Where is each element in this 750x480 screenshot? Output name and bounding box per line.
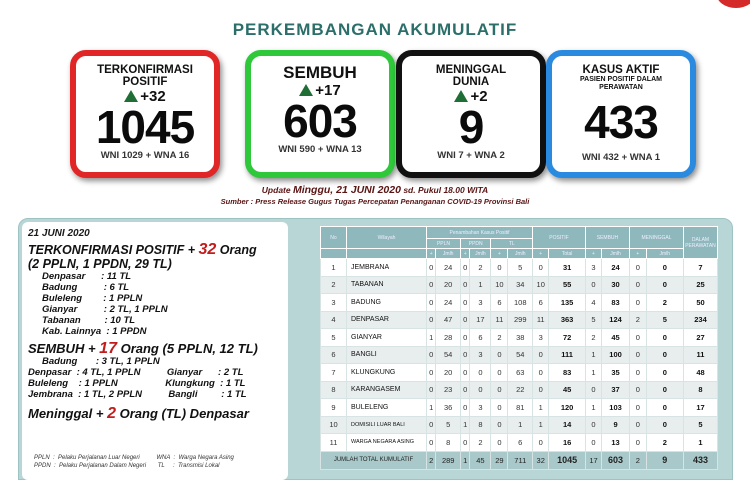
cell-value: 3 bbox=[533, 329, 549, 347]
cell-value: 14 bbox=[549, 416, 586, 434]
cell-value: 45 bbox=[549, 381, 586, 399]
cell-value: 0 bbox=[585, 381, 601, 399]
cell-value: 0 bbox=[646, 329, 683, 347]
card-positif-detail: WNI 1029 + WNA 16 bbox=[100, 150, 190, 161]
cell-value: 0 bbox=[461, 434, 470, 452]
cell-value: 0 bbox=[629, 416, 646, 434]
cell-value: 1 bbox=[533, 416, 549, 434]
cell-value: 20 bbox=[436, 276, 461, 294]
cell-value: 31 bbox=[549, 259, 586, 277]
cell-value: 363 bbox=[549, 311, 586, 329]
sub-blank bbox=[347, 249, 427, 259]
cell-value: 72 bbox=[549, 329, 586, 347]
cell-value: 5 bbox=[436, 416, 461, 434]
cell-value: 17 bbox=[684, 399, 718, 417]
cell-value: 5 bbox=[508, 259, 533, 277]
region-table-body bbox=[321, 259, 718, 470]
card-sembuh bbox=[245, 50, 395, 178]
cell-value: 2 bbox=[470, 259, 491, 277]
cell-value: 0 bbox=[461, 294, 470, 312]
cell-value: 5 bbox=[646, 311, 683, 329]
cell-value: 1 bbox=[585, 364, 601, 382]
cell-value: 0 bbox=[427, 259, 436, 277]
table-row bbox=[321, 434, 718, 452]
cell-value: 83 bbox=[602, 294, 630, 312]
card-sembuh-value: 603 bbox=[283, 95, 357, 147]
cell-value: 11 bbox=[533, 311, 549, 329]
table-row bbox=[321, 399, 718, 417]
sub-jmlh: Jmlh bbox=[470, 249, 491, 259]
cell-value: 6 bbox=[508, 434, 533, 452]
cell-wilayah: KLUNGKUNG bbox=[347, 364, 427, 382]
cell-value: 0 bbox=[629, 276, 646, 294]
cell-value: 0 bbox=[427, 276, 436, 294]
source-line: Sumber : Press Release Gugus Tugas Percepatan Penanganan COVID-19 Provinsi Bali bbox=[220, 197, 530, 206]
total-value: 1045 bbox=[549, 451, 586, 469]
card-meninggal-detail: WNI 7 + WNA 2 bbox=[437, 150, 505, 161]
cell-value: 0 bbox=[427, 346, 436, 364]
cell-value: 11 bbox=[684, 346, 718, 364]
cell-value: 35 bbox=[602, 364, 630, 382]
cell-wilayah: KARANGASEM bbox=[347, 381, 427, 399]
cell-value: 0 bbox=[427, 416, 436, 434]
col-positif: POSITIF bbox=[533, 227, 586, 249]
cell-value: 100 bbox=[602, 346, 630, 364]
cell-value: 13 bbox=[602, 434, 630, 452]
cell-value: 7 bbox=[684, 259, 718, 277]
col-sembuh: SEMBUH bbox=[585, 227, 629, 249]
cell-value: 0 bbox=[533, 434, 549, 452]
sub-plus: + bbox=[491, 249, 508, 259]
cell-value: 50 bbox=[684, 294, 718, 312]
cell-value: 8 bbox=[436, 434, 461, 452]
cell-value: 8 bbox=[470, 416, 491, 434]
cell-value: 234 bbox=[684, 311, 718, 329]
cell-value: 0 bbox=[646, 346, 683, 364]
cell-value: 0 bbox=[470, 381, 491, 399]
sub-jmlh: Jmlh bbox=[602, 249, 630, 259]
cell-value: 0 bbox=[470, 364, 491, 382]
cell-value: 2 bbox=[629, 311, 646, 329]
cell-value: 2 bbox=[646, 434, 683, 452]
cell-wilayah: TABANAN bbox=[347, 276, 427, 294]
total-value: 29 bbox=[491, 451, 508, 469]
cell-value: 0 bbox=[491, 434, 508, 452]
cell-wilayah: GIANYAR bbox=[347, 329, 427, 347]
table-row bbox=[321, 364, 718, 382]
cell-value: 8 bbox=[684, 381, 718, 399]
cell-value: 25 bbox=[684, 276, 718, 294]
cell-value: 3 bbox=[470, 399, 491, 417]
corner-decoration bbox=[716, 0, 750, 8]
sub-plus: + bbox=[461, 249, 470, 259]
cell-value: 0 bbox=[461, 381, 470, 399]
cell-value: 10 bbox=[491, 276, 508, 294]
cell-wilayah: DOMISILI LUAR BALI bbox=[347, 416, 427, 434]
cell-value: 0 bbox=[646, 276, 683, 294]
sub-total: Total bbox=[549, 249, 586, 259]
cell-value: 3 bbox=[470, 294, 491, 312]
cell-value: 0 bbox=[491, 346, 508, 364]
cell-wilayah: BANGLI bbox=[347, 346, 427, 364]
table-row bbox=[321, 259, 718, 277]
cell-wilayah: DENPASAR bbox=[347, 311, 427, 329]
cell-value: 23 bbox=[436, 381, 461, 399]
cell-value: 0 bbox=[461, 346, 470, 364]
card-meninggal-value: 9 bbox=[458, 101, 484, 153]
cell-value: 0 bbox=[646, 259, 683, 277]
table-row bbox=[321, 276, 718, 294]
cell-value: 2 bbox=[585, 329, 601, 347]
cell-value: 0 bbox=[461, 399, 470, 417]
cell-value: 22 bbox=[508, 381, 533, 399]
card-positif-label: TERKONFIRMASI POSITIF bbox=[97, 64, 193, 88]
summary-date: 21 JUNI 2020 bbox=[28, 228, 90, 239]
positif-breakdown: (2 PPLN, 1 PPDN, 29 TL) bbox=[28, 257, 172, 271]
cell-value: 111 bbox=[549, 346, 586, 364]
sub-plus: + bbox=[629, 249, 646, 259]
positif-line: Badung : 6 TL bbox=[42, 282, 130, 293]
sembuh-line: Jembrana : 1 TL, 2 PPLN Bangli : 1 TL bbox=[28, 389, 247, 400]
cell-value: 0 bbox=[629, 381, 646, 399]
col-tl: TL bbox=[491, 239, 533, 249]
total-value: 2 bbox=[427, 451, 436, 469]
positif-heading: TERKONFIRMASI POSITIF + 32 Orang bbox=[28, 241, 257, 258]
region-table bbox=[320, 226, 718, 470]
table-row bbox=[321, 329, 718, 347]
sub-jmlh: Jmlh bbox=[436, 249, 461, 259]
card-sembuh-label: SEMBUH bbox=[283, 63, 357, 82]
card-aktif-detail: WNI 432 + WNA 1 bbox=[581, 152, 661, 163]
positif-line: Gianyar : 2 TL, 1 PPLN bbox=[42, 304, 168, 315]
sub-plus: + bbox=[585, 249, 601, 259]
cell-value: 299 bbox=[508, 311, 533, 329]
cell-wilayah: WARGA NEGARA ASING bbox=[347, 434, 427, 452]
card-meninggal bbox=[396, 50, 546, 178]
sub-jmlh: Jmlh bbox=[646, 249, 683, 259]
sub-plus: + bbox=[533, 249, 549, 259]
total-value: 9 bbox=[646, 451, 683, 469]
cell-value: 0 bbox=[461, 364, 470, 382]
cell-no: 1 bbox=[321, 259, 347, 277]
cell-value: 37 bbox=[602, 381, 630, 399]
cell-no: 8 bbox=[321, 381, 347, 399]
sub-blank bbox=[321, 249, 347, 259]
card-aktif-label: KASUS AKTIF bbox=[582, 64, 660, 76]
cell-value: 54 bbox=[508, 346, 533, 364]
col-dalam: DALAM PERAWATAN bbox=[684, 227, 718, 259]
cell-value: 0 bbox=[461, 259, 470, 277]
cell-value: 0 bbox=[629, 399, 646, 417]
cell-value: 4 bbox=[585, 294, 601, 312]
cell-value: 1 bbox=[585, 346, 601, 364]
cell-value: 103 bbox=[602, 399, 630, 417]
cell-value: 6 bbox=[533, 294, 549, 312]
sub-plus: + bbox=[427, 249, 436, 259]
col-wilayah: Wilayah bbox=[347, 227, 427, 249]
cell-value: 0 bbox=[491, 381, 508, 399]
cell-value: 47 bbox=[436, 311, 461, 329]
cell-value: 2 bbox=[646, 294, 683, 312]
table-row bbox=[321, 346, 718, 364]
cell-value: 0 bbox=[629, 329, 646, 347]
cell-value: 28 bbox=[436, 329, 461, 347]
col-ppdn: PPDN bbox=[461, 239, 491, 249]
meninggal-heading: Meninggal + 2 Orang (TL) Denpasar bbox=[28, 405, 249, 422]
card-aktif bbox=[546, 50, 696, 178]
card-sembuh-detail: WNI 590 + WNA 13 bbox=[278, 144, 362, 155]
cell-value: 0 bbox=[646, 364, 683, 382]
cell-value: 17 bbox=[470, 311, 491, 329]
cell-value: 0 bbox=[427, 294, 436, 312]
cell-value: 27 bbox=[684, 329, 718, 347]
cell-value: 10 bbox=[533, 276, 549, 294]
cell-value: 0 bbox=[629, 294, 646, 312]
positif-line: Denpasar : 11 TL bbox=[42, 271, 132, 282]
total-value: 433 bbox=[684, 451, 718, 469]
cell-value: 1 bbox=[684, 434, 718, 452]
cell-value: 1 bbox=[461, 416, 470, 434]
total-value: 2 bbox=[629, 451, 646, 469]
total-value: 289 bbox=[436, 451, 461, 469]
cell-value: 20 bbox=[436, 364, 461, 382]
total-value: 45 bbox=[470, 451, 491, 469]
cell-value: 108 bbox=[508, 294, 533, 312]
col-no: No bbox=[321, 227, 347, 249]
total-value: 17 bbox=[585, 451, 601, 469]
cell-value: 0 bbox=[629, 364, 646, 382]
cell-no: 5 bbox=[321, 329, 347, 347]
cell-value: 0 bbox=[585, 416, 601, 434]
cell-value: 0 bbox=[629, 346, 646, 364]
cell-value: 0 bbox=[461, 311, 470, 329]
card-meninggal-delta: +2 bbox=[402, 89, 540, 105]
cell-wilayah: JEMBRANA bbox=[347, 259, 427, 277]
cell-value: 0 bbox=[461, 276, 470, 294]
cell-value: 1 bbox=[427, 329, 436, 347]
cell-value: 1 bbox=[533, 399, 549, 417]
cell-value: 63 bbox=[508, 364, 533, 382]
cell-value: 5 bbox=[684, 416, 718, 434]
table-row bbox=[321, 381, 718, 399]
cell-value: 2 bbox=[470, 434, 491, 452]
total-value: 603 bbox=[602, 451, 630, 469]
cell-value: 0 bbox=[646, 416, 683, 434]
card-positif-delta: +32 bbox=[76, 89, 214, 105]
cell-value: 81 bbox=[508, 399, 533, 417]
card-positif-value: 1045 bbox=[95, 101, 195, 153]
cell-value: 2 bbox=[491, 329, 508, 347]
cell-wilayah: BADUNG bbox=[347, 294, 427, 312]
cell-value: 45 bbox=[602, 329, 630, 347]
cell-value: 0 bbox=[629, 259, 646, 277]
cell-value: 0 bbox=[533, 346, 549, 364]
sembuh-line: Denpasar : 4 TL, 1 PPLN Gianyar : 2 TL bbox=[28, 367, 244, 378]
cell-value: 120 bbox=[549, 399, 586, 417]
cell-wilayah: BULELENG bbox=[347, 399, 427, 417]
update-line: Update Minggu, 21 JUNI 2020 sd. Pukul 18.00 WITA bbox=[261, 184, 489, 196]
cell-value: 6 bbox=[470, 329, 491, 347]
cell-value: 48 bbox=[684, 364, 718, 382]
cell-value: 0 bbox=[427, 364, 436, 382]
cell-value: 5 bbox=[585, 311, 601, 329]
table-row bbox=[321, 311, 718, 329]
cell-value: 36 bbox=[436, 399, 461, 417]
cell-value: 0 bbox=[585, 276, 601, 294]
positif-line: Tabanan : 10 TL bbox=[42, 315, 136, 326]
positif-line: Kab. Lainnya : 1 PPDN bbox=[42, 326, 147, 337]
card-aktif-value: 433 bbox=[584, 96, 658, 148]
abbreviation-legend: PPLN : Pelaku Perjalanan Luar Negeri WNA : Warga Negara Asing PPDN : Pelaku Perjalanan Dalam Negeri TL : Transmisi Lokal bbox=[34, 455, 234, 469]
cell-value: 0 bbox=[533, 381, 549, 399]
cell-no: 9 bbox=[321, 399, 347, 417]
cell-value: 3 bbox=[585, 259, 601, 277]
sembuh-line: Badung : 3 TL, 1 PPLN bbox=[42, 356, 160, 367]
total-value: 711 bbox=[508, 451, 533, 469]
total-label: JUMLAH TOTAL KUMULATIF bbox=[321, 451, 427, 469]
col-meninggal: MENINGGAL bbox=[629, 227, 683, 249]
sembuh-line: Buleleng : 1 PPLN Klungkung : 1 TL bbox=[28, 378, 246, 389]
cell-value: 135 bbox=[549, 294, 586, 312]
cell-value: 38 bbox=[508, 329, 533, 347]
card-meninggal-label: MENINGGAL DUNIA bbox=[435, 64, 507, 88]
card-positif bbox=[70, 50, 220, 178]
cell-value: 34 bbox=[508, 276, 533, 294]
cell-value: 0 bbox=[461, 329, 470, 347]
sembuh-heading: SEMBUH + 17 Orang (5 PPLN, 12 TL) bbox=[28, 340, 258, 357]
cell-no: 3 bbox=[321, 294, 347, 312]
positif-line: Buleleng : 1 PPLN bbox=[42, 293, 143, 304]
cell-no: 4 bbox=[321, 311, 347, 329]
cell-value: 24 bbox=[436, 294, 461, 312]
cell-value: 0 bbox=[427, 381, 436, 399]
cell-no: 6 bbox=[321, 346, 347, 364]
cell-value: 54 bbox=[436, 346, 461, 364]
col-penambahan: Penambahan Kasus Positif bbox=[427, 227, 533, 239]
cell-value: 0 bbox=[646, 399, 683, 417]
cell-value: 1 bbox=[585, 399, 601, 417]
cell-value: 24 bbox=[602, 259, 630, 277]
cell-no: 11 bbox=[321, 434, 347, 452]
cell-value: 0 bbox=[491, 259, 508, 277]
cell-value: 1 bbox=[470, 276, 491, 294]
total-value: 32 bbox=[533, 451, 549, 469]
table-row bbox=[321, 294, 718, 312]
cell-value: 0 bbox=[629, 434, 646, 452]
cell-value: 55 bbox=[549, 276, 586, 294]
card-sembuh-delta: +17 bbox=[251, 83, 389, 99]
cell-no: 2 bbox=[321, 276, 347, 294]
cell-value: 0 bbox=[533, 259, 549, 277]
sub-jmlh: Jmlh bbox=[508, 249, 533, 259]
card-aktif-sub: PASIEN POSITIF DALAM PERAWATAN bbox=[580, 76, 662, 91]
cell-value: 83 bbox=[549, 364, 586, 382]
daily-summary bbox=[22, 222, 288, 480]
cell-value: 0 bbox=[491, 364, 508, 382]
cell-value: 1 bbox=[508, 416, 533, 434]
cell-value: 1 bbox=[427, 399, 436, 417]
cell-value: 0 bbox=[646, 381, 683, 399]
cell-value: 3 bbox=[470, 346, 491, 364]
table-row bbox=[321, 416, 718, 434]
cell-value: 124 bbox=[602, 311, 630, 329]
total-value: 1 bbox=[461, 451, 470, 469]
cell-value: 0 bbox=[491, 416, 508, 434]
cell-no: 7 bbox=[321, 364, 347, 382]
cell-no: 10 bbox=[321, 416, 347, 434]
cell-value: 0 bbox=[427, 434, 436, 452]
cell-value: 0 bbox=[585, 434, 601, 452]
cell-value: 11 bbox=[491, 311, 508, 329]
cell-value: 6 bbox=[491, 294, 508, 312]
table-total-row bbox=[321, 451, 718, 469]
col-ppln: PPLN bbox=[427, 239, 461, 249]
cell-value: 24 bbox=[436, 259, 461, 277]
cell-value: 0 bbox=[491, 399, 508, 417]
cell-value: 9 bbox=[602, 416, 630, 434]
cell-value: 30 bbox=[602, 276, 630, 294]
cell-value: 16 bbox=[549, 434, 586, 452]
cell-value: 0 bbox=[533, 364, 549, 382]
cell-value: 0 bbox=[427, 311, 436, 329]
page-title: PERKEMBANGAN AKUMULATIF bbox=[232, 20, 518, 39]
